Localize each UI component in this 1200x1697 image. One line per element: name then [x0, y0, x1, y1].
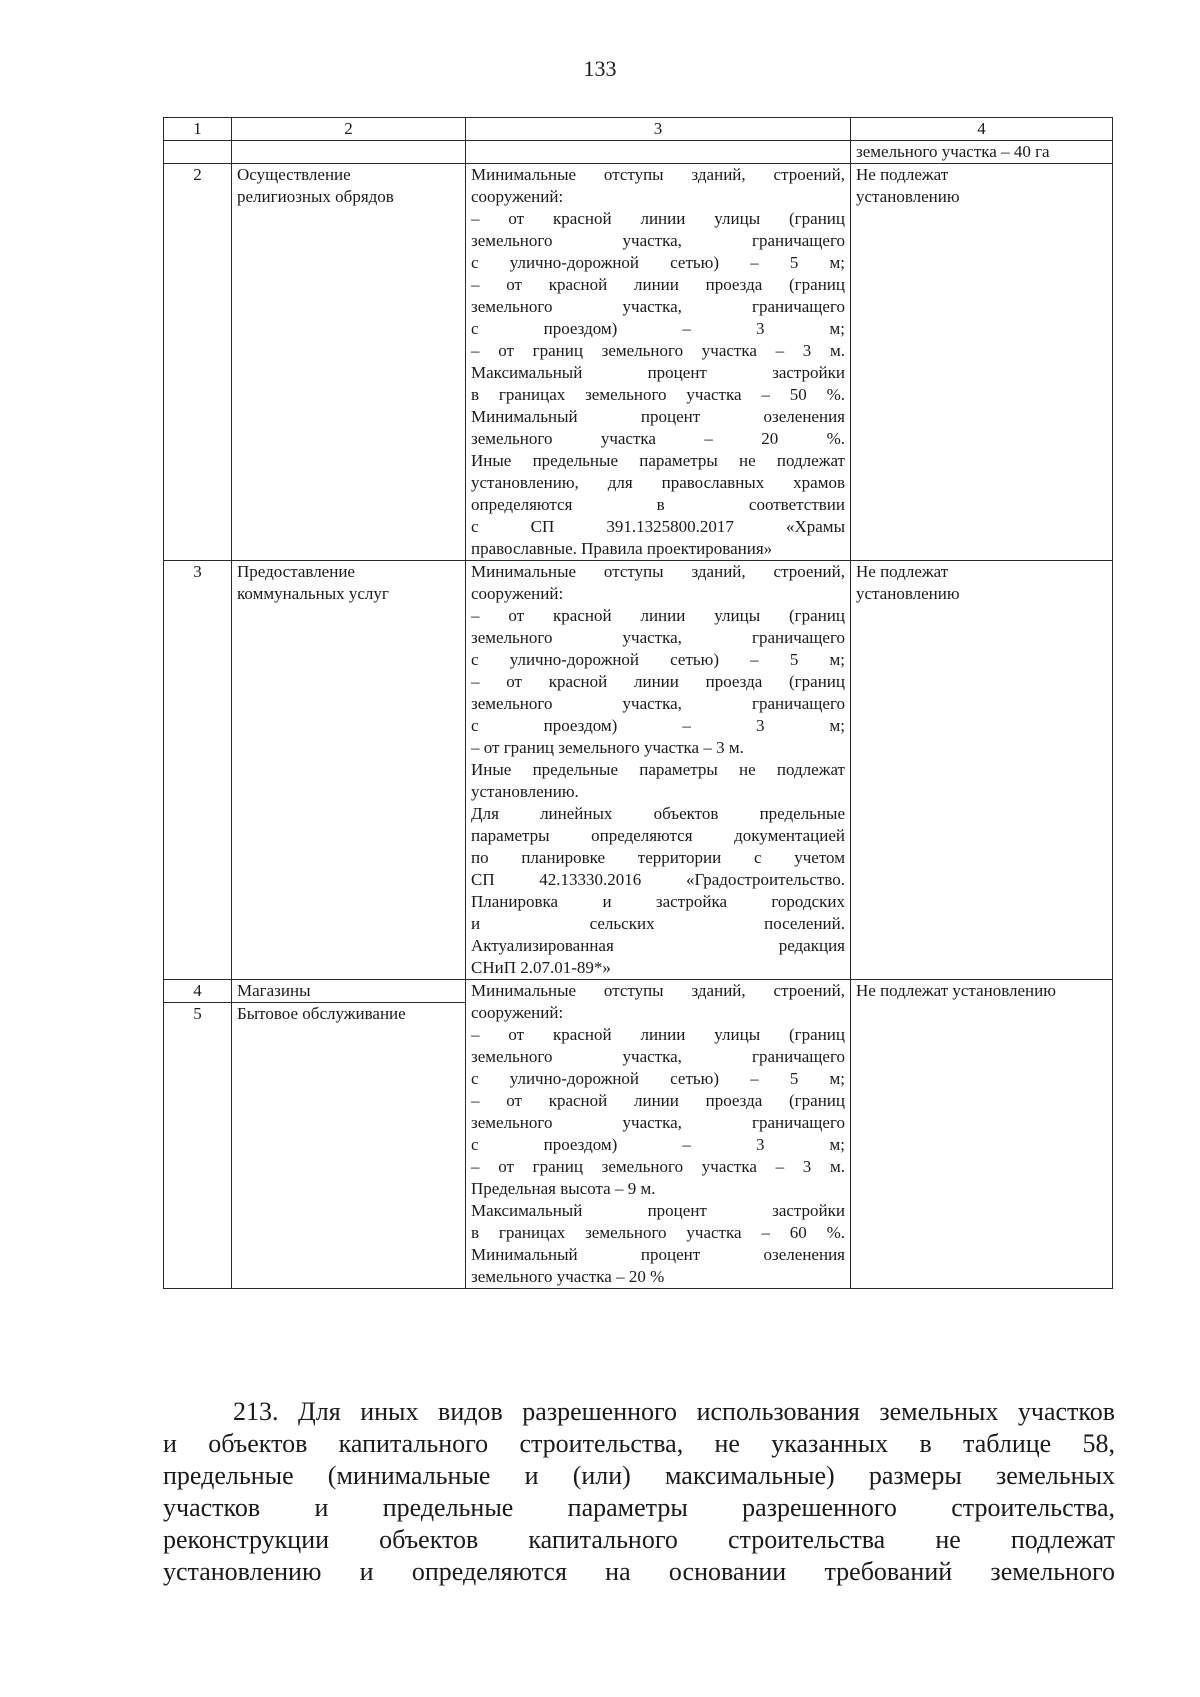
use-type-cell: Бытовое обслуживание [232, 1003, 466, 1289]
parameter-line: Минимальные отступы зданий, строений, [471, 981, 845, 1000]
parameter-line: – от границ земельного участка – 3 м. [471, 1157, 845, 1176]
parameter-line: земельного участка – 20 % [471, 1267, 665, 1286]
parameter-line: сооружений: [471, 584, 564, 603]
parameter-line: – от красной линии проезда (границ [471, 275, 845, 294]
parameters-cell [466, 561, 851, 980]
parameter-line: православные. Правила проектирования» [471, 539, 773, 558]
parameter-line: земельного участка, граничащего [471, 1047, 845, 1066]
parameter-line: Предельная высота – 9 м. [471, 1179, 656, 1198]
parameter-line: с улично-дорожной сетью) – 5 м; [471, 650, 845, 669]
header-col-1: 1 [164, 118, 232, 141]
continuation-cell: земельного участка – 40 га [851, 141, 1113, 164]
parameter-line: – от красной линии улицы (границ [471, 606, 845, 625]
parameter-line: – от красной линии проезда (границ [471, 672, 845, 691]
parameter-line: Минимальный процент озеленения [471, 407, 845, 426]
parameter-line: в границах земельного участка – 50 %. [471, 385, 845, 404]
paragraph-line: участков и предельные параметры разрешенного строительства, [163, 1493, 1115, 1522]
parameter-line: Максимальный процент застройки [471, 363, 845, 382]
parameter-line: СНиП 2.07.01-89*» [471, 958, 611, 977]
parameters-table [163, 117, 1113, 1289]
parameter-line: с СП 391.1325800.2017 «Храмы [471, 517, 845, 536]
parameter-line: по планировке территории с учетом [471, 848, 845, 867]
parameter-line: Минимальные отступы зданий, строений, [471, 562, 845, 581]
parameter-line: – от границ земельного участка – 3 м. [471, 341, 845, 360]
parameter-line: – от красной линии проезда (границ [471, 1091, 845, 1110]
paragraph-line: 213. Для иных видов разрешенного использования земельных участков [233, 1397, 1115, 1426]
parameter-line: установлению. [471, 782, 579, 801]
parameter-line: с проездом) – 3 м; [471, 716, 845, 735]
parameter-line: Минимальные отступы зданий, строений, [471, 165, 845, 184]
row-number: 4 [164, 980, 232, 1003]
parameter-line: земельного участка, граничащего [471, 297, 845, 316]
limits-cell: Не подлежат установлению [851, 164, 1113, 561]
table-row [164, 164, 1113, 561]
use-type-cell: Магазины [232, 980, 466, 1003]
parameter-line: Для линейных объектов предельные [471, 804, 845, 823]
parameter-line: с улично-дорожной сетью) – 5 м; [471, 1069, 845, 1088]
parameter-line: земельного участка, граничащего [471, 694, 845, 713]
parameter-line: – от границ земельного участка – 3 м. [471, 738, 744, 757]
table-row [164, 561, 1113, 980]
parameter-line: – от красной линии улицы (границ [471, 1025, 845, 1044]
parameter-line: земельного участка, граничащего [471, 231, 845, 250]
row-number: 2 [164, 164, 232, 561]
parameter-line: земельного участка – 20 %. [471, 429, 845, 448]
paragraph-line: и объектов капитального строительства, не указанных в таблице 58, [163, 1429, 1115, 1458]
paragraph-line: установлению и определяются на основании требований земельного [163, 1557, 1115, 1586]
parameter-line: параметры определяются документацией [471, 826, 845, 845]
use-type-cell: Осуществление религиозных обрядов [232, 164, 466, 561]
limits-cell: Не подлежат установлению [851, 980, 1113, 1289]
row-number: 3 [164, 561, 232, 980]
page-number: 133 [583, 56, 617, 81]
table-header-row [164, 118, 1113, 141]
parameter-line: Максимальный процент застройки [471, 1201, 845, 1220]
limits-cell: Не подлежат установлению [851, 561, 1113, 980]
parameter-line: Иные предельные параметры не подлежат [471, 760, 845, 779]
parameter-line: установлению, для православных храмов [471, 473, 845, 492]
parameters-cell [466, 980, 851, 1289]
header-col-4: 4 [851, 118, 1113, 141]
parameter-line: Иные предельные параметры не подлежат [471, 451, 845, 470]
use-type-cell: Предоставление коммунальных услуг [232, 561, 466, 980]
parameter-line: с проездом) – 3 м; [471, 1135, 845, 1154]
paragraph-213 [163, 1396, 1115, 1588]
table-row [164, 980, 1113, 1003]
header-col-3: 3 [466, 118, 851, 141]
parameter-line: сооружений: [471, 187, 564, 206]
parameter-line: земельного участка, граничащего [471, 628, 845, 647]
parameter-line: Планировка и застройка городских [471, 892, 845, 911]
paragraph-line: реконструкции объектов капитального строительства не подлежат [163, 1525, 1115, 1554]
parameter-line: и сельских поселений. [471, 914, 845, 933]
paragraph-line: предельные (минимальные и (или) максимальные) размеры земельных [163, 1461, 1115, 1490]
row-number: 5 [164, 1003, 232, 1289]
parameter-line: СП 42.13330.2016 «Градостроительство. [471, 870, 845, 889]
parameter-line: в границах земельного участка – 60 %. [471, 1223, 845, 1242]
header-col-2: 2 [232, 118, 466, 141]
parameter-line: определяются в соответствии [471, 495, 845, 514]
parameters-cell [466, 164, 851, 561]
parameter-line: сооружений: [471, 1003, 564, 1022]
parameter-line: земельного участка, граничащего [471, 1113, 845, 1132]
continuation-row [164, 141, 1113, 164]
parameter-line: Актуализированная редакция [471, 936, 845, 955]
parameter-line: с улично-дорожной сетью) – 5 м; [471, 253, 845, 272]
parameter-line: с проездом) – 3 м; [471, 319, 845, 338]
parameter-line: – от красной линии улицы (границ [471, 209, 845, 228]
parameter-line: Минимальный процент озеленения [471, 1245, 845, 1264]
